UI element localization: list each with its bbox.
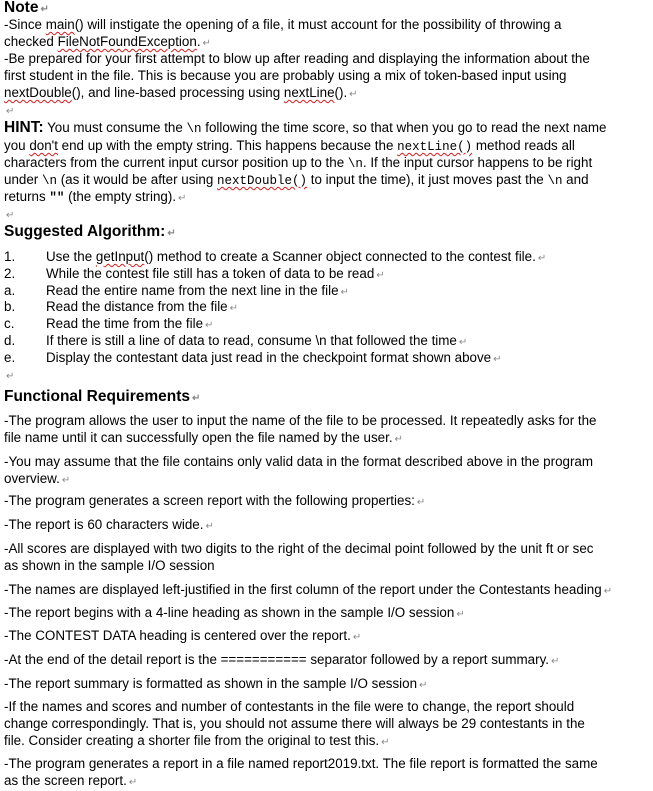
step-text: Display the contestant data just read in the checkpoint format shown above ↵ — [46, 349, 502, 365]
step-text: Read the distance from the file ↵ — [46, 299, 239, 315]
algorithm-step — [4, 315, 649, 332]
hint-line-5: returns "" (the empty string). ↵ — [4, 189, 187, 205]
requirement-12-line-2: as the screen report. ↵ — [4, 773, 138, 788]
hint-line-2: you don't end up with the empty string. This happens because the nextLine() method reads all — [4, 138, 575, 154]
requirement-10: -The report summary is formatted as shown in the sample I/O session ↵ — [4, 676, 428, 691]
step-number: d. — [4, 333, 16, 348]
requirement-11-line-2: change correspondingly. That is, you should not assume there will always be 29 contestants in the — [4, 716, 585, 731]
step-number: c. — [4, 316, 15, 332]
step-number: e. — [4, 349, 16, 365]
requirement-7: -The report begins with a 4-line heading as shown in the sample I/O session ↵ — [4, 605, 465, 620]
requirement-12-line-1: -The program generates a report in a file named report2019.txt. The file report is formatted the same — [4, 756, 598, 771]
requirement-2-line-2: overview. ↵ — [4, 471, 71, 486]
step-number: 2. — [4, 265, 16, 281]
hint-line-1: HINT: You must consume the \n following the time score, so that when you go to read the next name — [4, 119, 607, 136]
note-line-4: first student in the file. This is because you are probably using a mix of token-based input using — [4, 68, 567, 83]
note-line-1: -Since main() will instigate the opening of a file, it must account for the possibility of throwing a — [4, 17, 562, 32]
blank-line: ↵ — [6, 371, 15, 382]
requirement-9: -At the end of the detail report is the =========== separator followed by a report summary. ↵ — [4, 652, 560, 667]
blank-line: ↵ — [6, 210, 15, 221]
step-text: While the contest file still has a token of data to be read ↵ — [46, 265, 385, 281]
step-text: If there is still a line of data to read, consume \n that followed the time ↵ — [46, 333, 468, 348]
algorithm-step — [4, 332, 649, 349]
requirement-4: -The report is 60 characters wide. ↵ — [4, 517, 214, 532]
requirement-11-line-3: file. Consider creating a shorter file from the original to test this. ↵ — [4, 733, 390, 748]
note-line-5: nextDouble(), and line-based processing using nextLine(). ↵ — [4, 85, 358, 100]
algorithm-step — [4, 282, 649, 299]
note-line-2: checked FileNotFoundException. ↵ — [4, 34, 211, 49]
hint-line-4: under \n (as it would be after using nextDouble() to input the time), it just moves past the \n and — [4, 172, 589, 188]
requirements-heading: Functional Requirements ↵ — [4, 388, 201, 405]
note-line-3: -Be prepared for your first attempt to blow up after reading and displaying the information about the — [4, 51, 590, 66]
step-text: Read the entire name from the next line in the file ↵ — [46, 282, 349, 298]
hint-line-3: characters from the current input cursor position up to the \n. If the input cursor happens to be right — [4, 155, 593, 171]
algorithm-step — [4, 265, 649, 282]
algorithm-step — [4, 349, 649, 366]
algorithm-heading: Suggested Algorithm: ↵ — [4, 223, 176, 240]
algorithm-step — [4, 248, 649, 265]
step-text: Use the getInput() method to create a Scanner object connected to the contest file. ↵ — [46, 249, 547, 264]
requirement-8: -The CONTEST DATA heading is centered over the report. ↵ — [4, 628, 362, 643]
blank-line: ↵ — [6, 106, 15, 117]
step-number: b. — [4, 299, 16, 315]
step-number: a. — [4, 282, 16, 298]
requirement-1-line-1: -The program allows the user to input the name of the file to be processed. It repeatedly asks for the — [4, 413, 597, 428]
requirement-5-line-1: -All scores are displayed with two digits to the right of the decimal point followed by the unit ft or sec — [4, 541, 594, 556]
step-text: Read the time from the file ↵ — [46, 316, 214, 332]
note-heading: Note ↵ — [4, 0, 49, 16]
requirement-6: -The names are displayed left-justified in the first column of the report under the Contestants heading ↵ — [4, 582, 613, 597]
requirement-2-line-1: -You may assume that the file contains only valid data in the format described above in the program — [4, 454, 594, 469]
requirement-11-line-1: -If the names and scores and number of contestants in the file were to change, the report should — [4, 699, 575, 714]
algorithm-step — [4, 298, 649, 315]
requirement-5-line-2: as shown in the sample I/O session — [4, 558, 215, 573]
requirement-1-line-2: file name until it can successfully open the file named by the user. ↵ — [4, 430, 403, 445]
requirement-3: -The program generates a screen report with the following properties: ↵ — [4, 493, 426, 508]
step-number: 1. — [4, 249, 16, 264]
